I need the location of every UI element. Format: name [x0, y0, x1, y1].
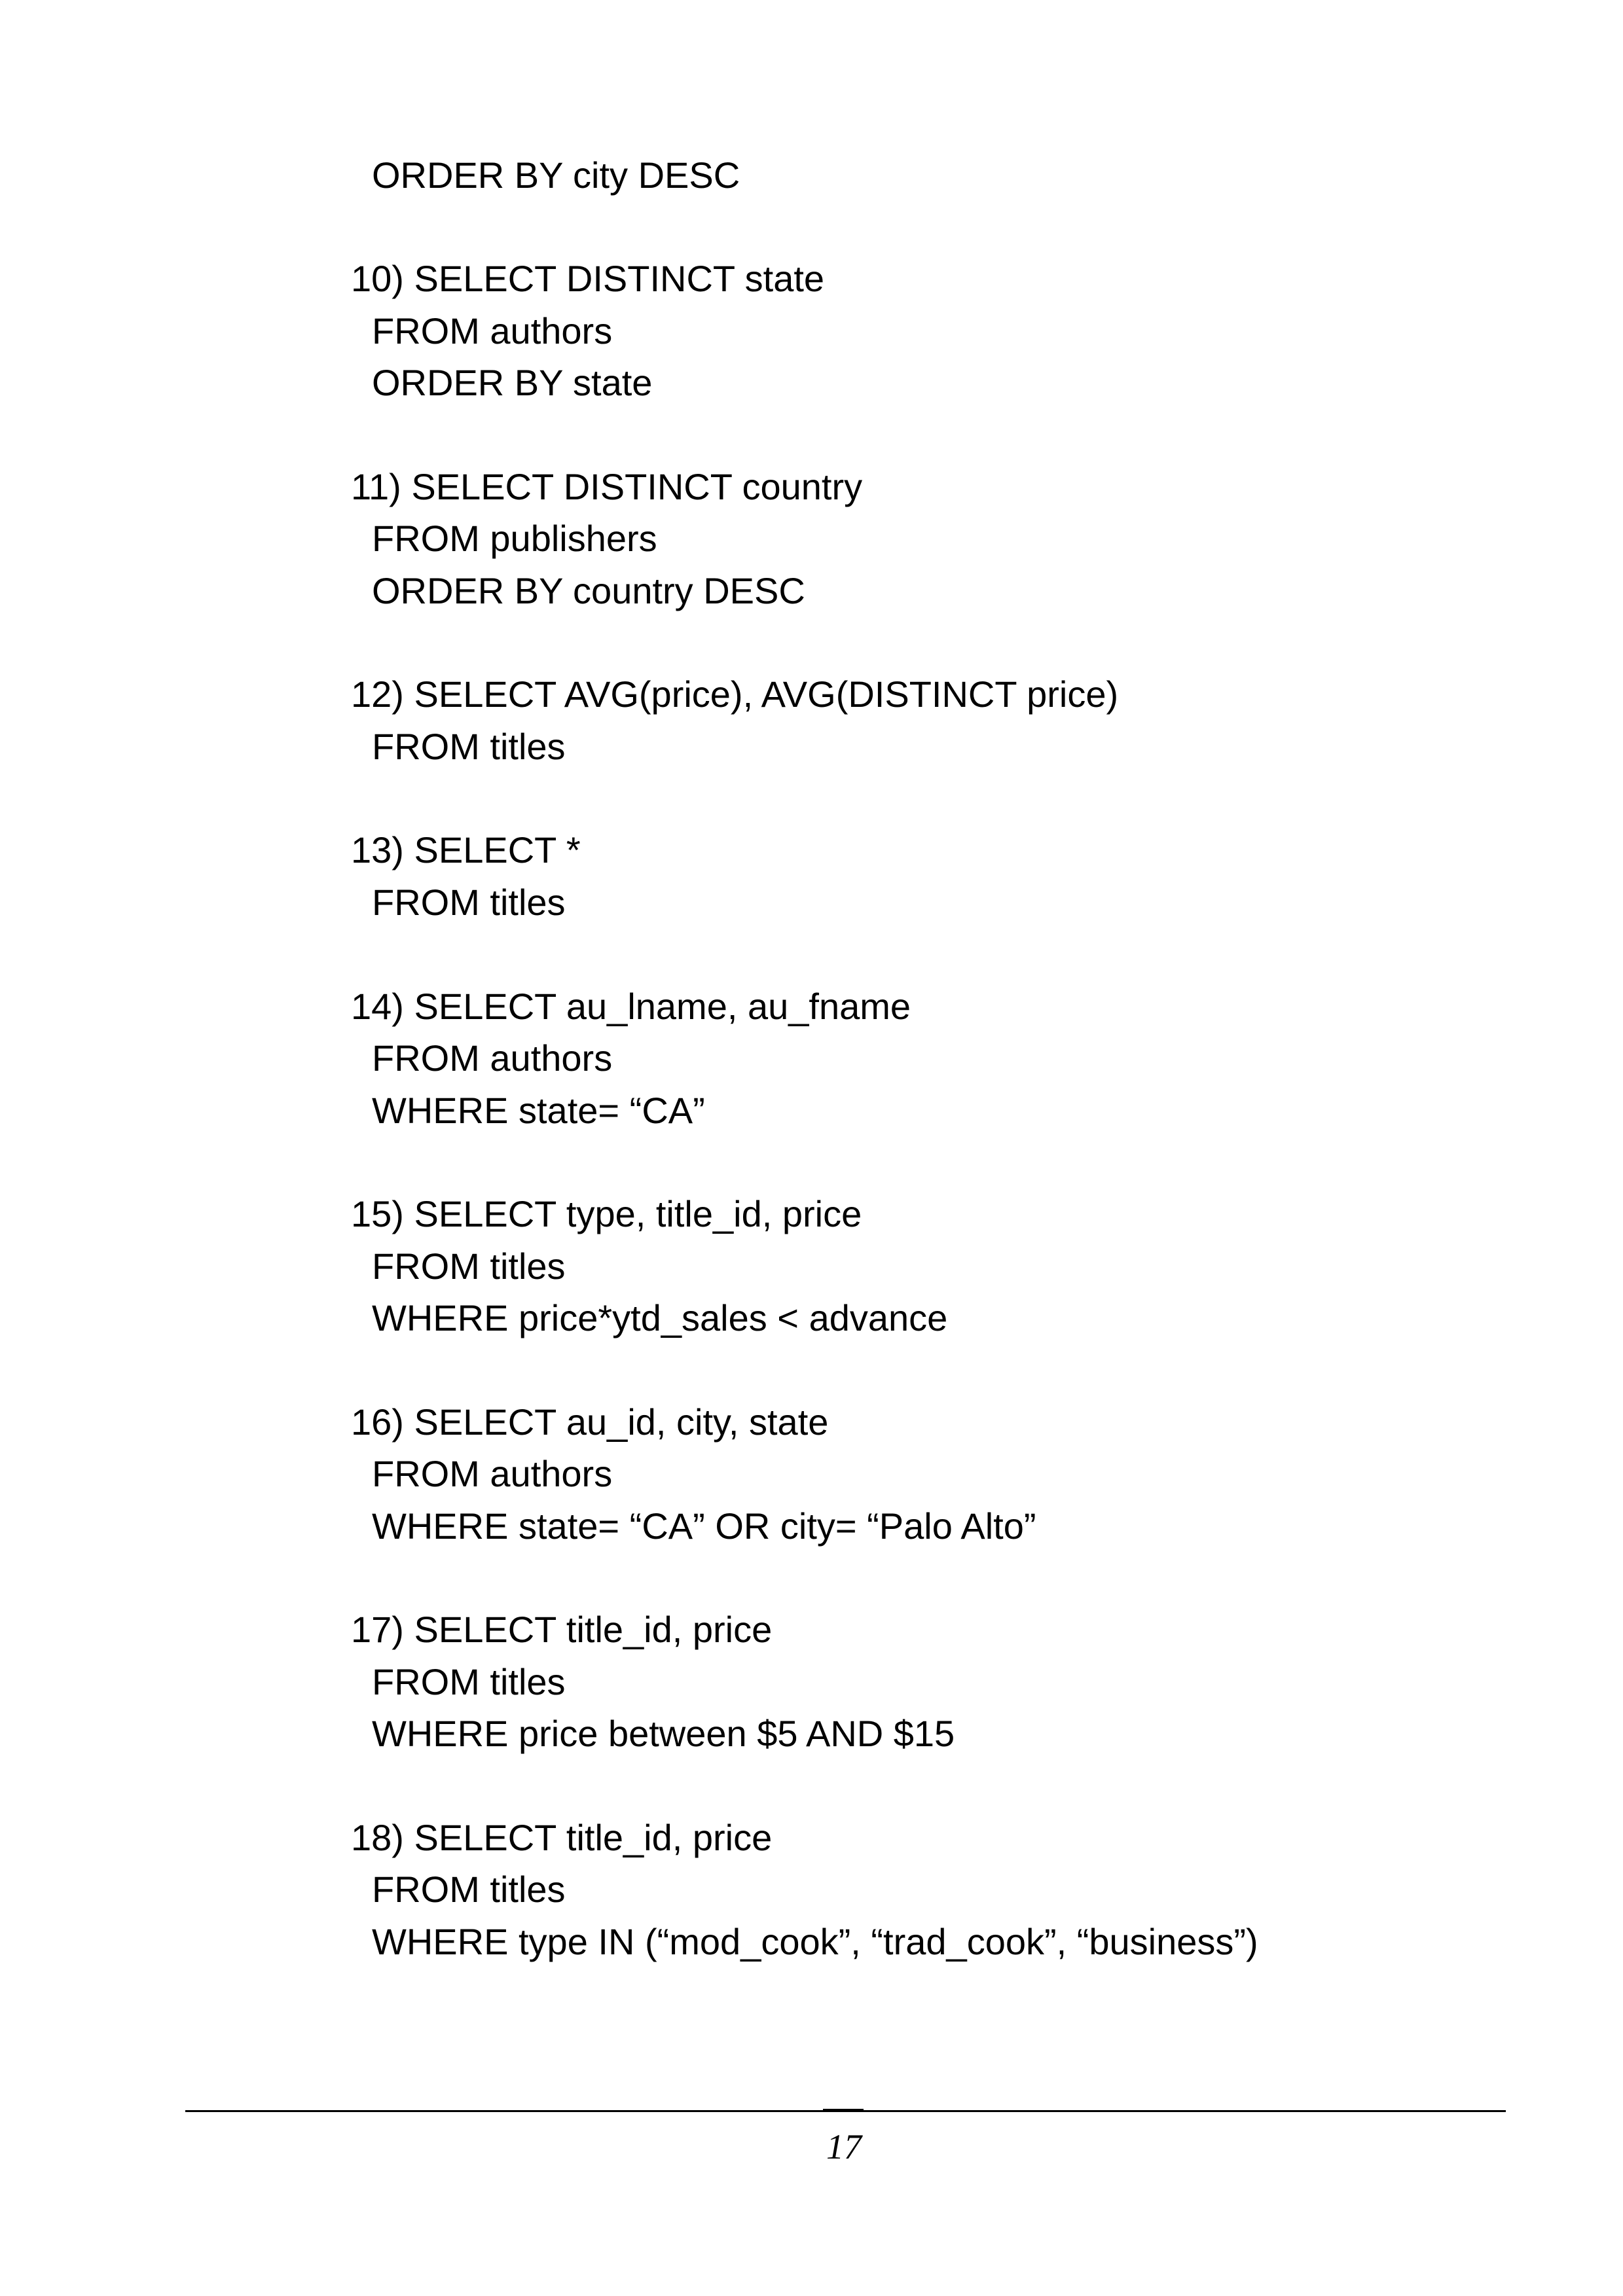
query-16-from-line: FROM authors [372, 1453, 613, 1494]
query-11-order-line: ORDER BY country DESC [372, 570, 805, 611]
query-13-from-line: FROM titles [372, 882, 566, 923]
query-10-from-line: FROM authors [372, 310, 613, 351]
query-11-select-line: 11) SELECT DISTINCT country [351, 466, 863, 507]
query-12-select-line: 12) SELECT AVG(price), AVG(DISTINCT price) [351, 673, 1119, 715]
query-14-select-line: 14) SELECT au_lname, au_fname [351, 986, 911, 1027]
query-14-where-line: WHERE state= “CA” [372, 1090, 705, 1131]
page-number: 17 [826, 2127, 862, 2166]
query-13-select-line: 13) SELECT * [351, 829, 581, 870]
query-12-from-line: FROM titles [372, 726, 566, 767]
footer-rule-accent [823, 2109, 864, 2111]
query-18-from-line: FROM titles [372, 1869, 566, 1910]
query-18-where-line: WHERE type IN (“mod_cook”, “trad_cook”, “business”) [372, 1921, 1258, 1962]
query-14-from-line: FROM authors [372, 1037, 613, 1079]
query-10-order-line: ORDER BY state [372, 362, 653, 403]
query-17-select-line: 17) SELECT title_id, price [351, 1609, 773, 1650]
query-17-where-line: WHERE price between $5 AND $15 [372, 1713, 955, 1754]
query-18-select-line: 18) SELECT title_id, price [351, 1817, 773, 1858]
query-17-from-line: FROM titles [372, 1661, 566, 1702]
query-15-select-line: 15) SELECT type, title_id, price [351, 1193, 862, 1234]
query-10-select-line: 10) SELECT DISTINCT state [351, 258, 825, 299]
query-16-where-line: WHERE state= “CA” OR city= “Palo Alto” [372, 1505, 1036, 1547]
query-16-select-line: 16) SELECT au_id, city, state [351, 1401, 829, 1443]
query-11-from-line: FROM publishers [372, 518, 657, 559]
query-15-where-line: WHERE price*ytd_sales < advance [372, 1297, 948, 1338]
query-15-from-line: FROM titles [372, 1246, 566, 1287]
query-9-order-line: ORDER BY city DESC [372, 154, 740, 196]
